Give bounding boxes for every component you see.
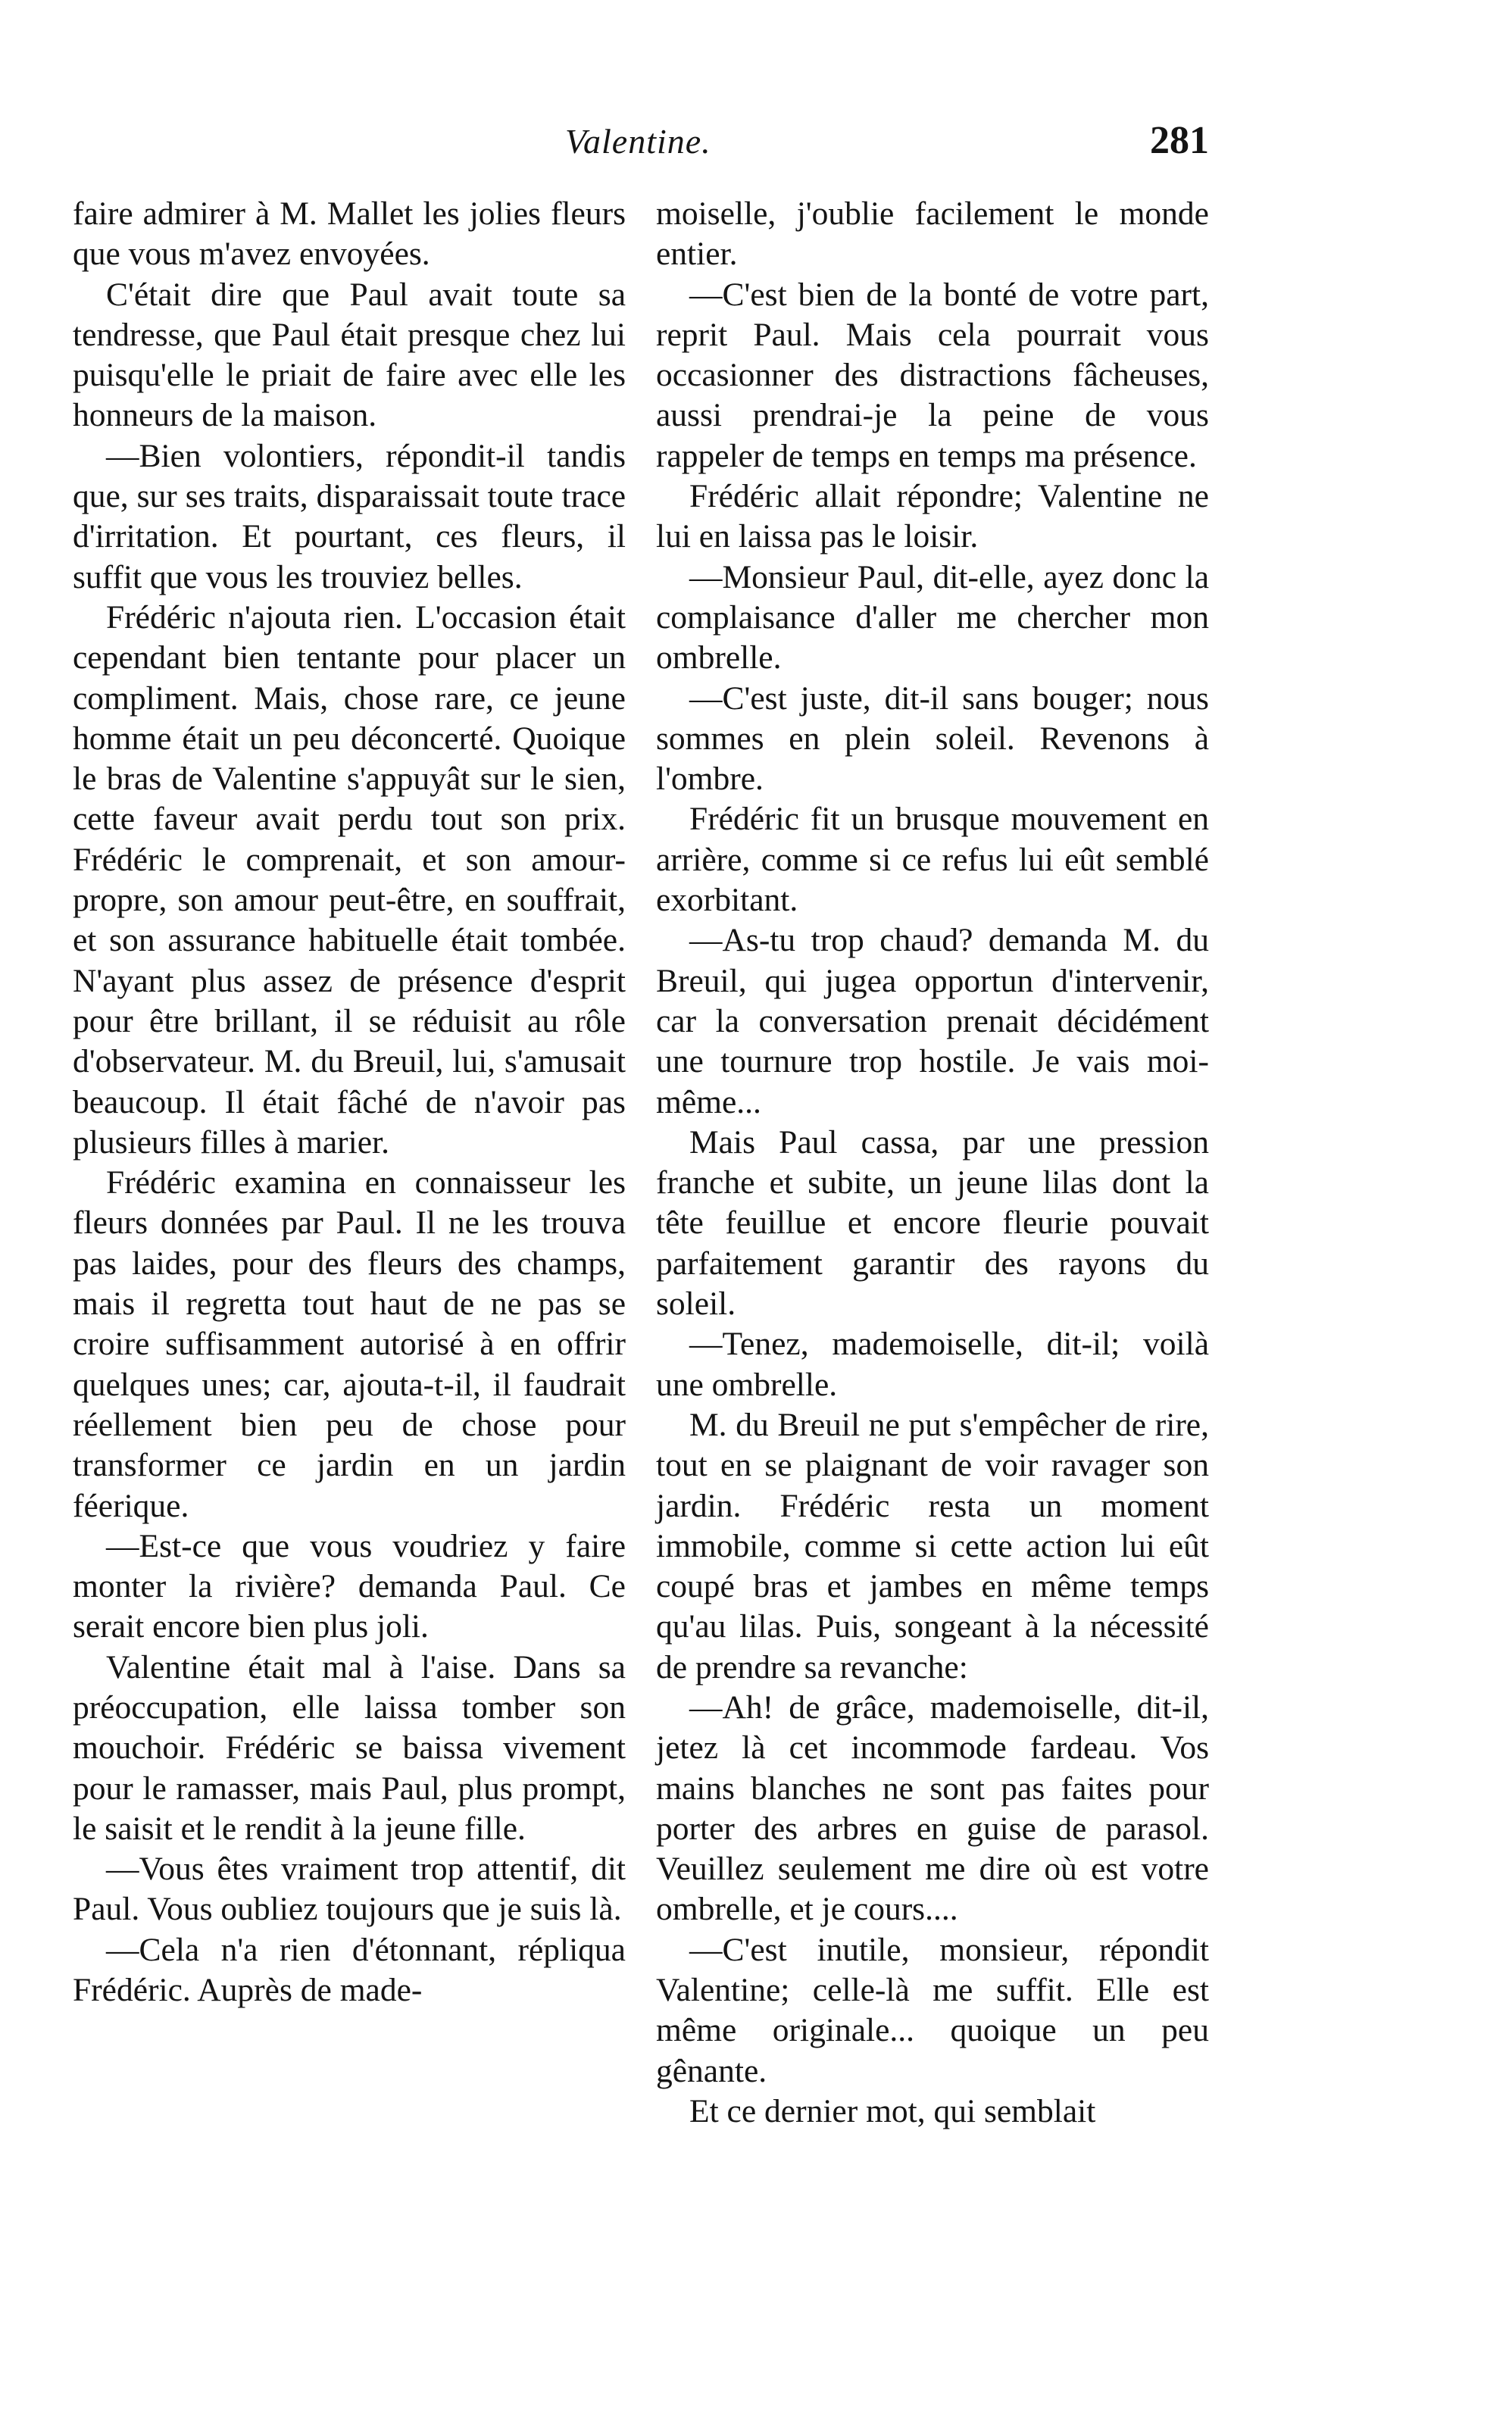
page-number: 281	[1150, 119, 1209, 162]
paragraph: Mais Paul cassa, par une pression franche et subite, un jeune lilas dont la tête feuillue et encore fleurie pouvait parfaitement garantir des rayons du soleil.	[656, 1123, 1209, 1323]
paragraph: —C'est juste, dit-il sans bouger; nous sommes en plein soleil. Revenons à l'ombre.	[656, 680, 1209, 798]
right-column	[656, 194, 1209, 2132]
paragraph: —Bien volontiers, répondit-il tandis que, sur ses traits, disparaissait toute trace d'irritation. Et pourtant, ces fleurs, il suffit que vous les trouviez belles.	[73, 437, 626, 595]
paragraph: Frédéric allait répondre; Valentine ne lui en laissa pas le loisir.	[656, 478, 1209, 555]
page-header	[73, 121, 1209, 174]
paragraph: —Cela n'a rien d'étonnant, répliqua Frédéric. Auprès de made-	[73, 1931, 626, 2009]
paragraph: moiselle, j'oublie facilement le monde entier.	[656, 195, 1209, 273]
paragraph: faire admirer à M. Mallet les jolies fleurs que vous m'avez envoyées.	[73, 195, 626, 273]
left-column	[73, 194, 626, 2010]
paragraph: M. du Breuil ne put s'empêcher de rire, tout en se plaignant de voir ravager son jardin. Frédéric resta un moment immobile, comme si cette action lui eût coupé bras et jambes en même temps qu'au lilas. Puis, songeant à la nécessité de prendre sa revanche:	[656, 1406, 1209, 1686]
paragraph: —Monsieur Paul, dit-elle, ayez donc la complaisance d'aller me chercher mon ombrelle.	[656, 558, 1209, 676]
paragraph: Valentine était mal à l'aise. Dans sa préoccupation, elle laissa tomber son mouchoir. Frédéric se baissa vivement pour le ramasser, mais Paul, plus prompt, le saisit et le rendit à la jeune fille.	[73, 1648, 626, 1847]
paragraph: —Ah! de grâce, mademoiselle, dit-il, jetez là cet incommode fardeau. Vos mains blanches ne sont pas faites pour porter des arbres en guise de parasol. Veuillez seulement me dire où est votre ombrelle, et je cours....	[656, 1689, 1209, 1928]
paragraph: —Vous êtes vraiment trop attentif, dit Paul. Vous oubliez toujours que je suis là.	[73, 1851, 626, 1928]
paragraph: —Tenez, mademoiselle, dit-il; voilà une ombrelle.	[656, 1326, 1209, 1403]
paragraph: Frédéric fit un brusque mouvement en arrière, comme si ce refus lui eût semblé exorbitant.	[656, 801, 1209, 919]
running-title: Valentine.	[565, 122, 711, 161]
paragraph: C'était dire que Paul avait toute sa tendresse, que Paul était presque chez lui puisqu'elle le priait de faire avec elle les honneurs de la maison.	[73, 276, 626, 434]
paragraph: —Est-ce que vous voudriez y faire monter la rivière? demanda Paul. Ce serait encore bien plus joli.	[73, 1527, 626, 1645]
paragraph: Et ce dernier mot, qui semblait	[689, 2092, 1096, 2129]
paragraph: —C'est bien de la bonté de votre part, reprit Paul. Mais cela pourrait vous occasionner des distractions fâcheuses, aussi prendrai-je la peine de vous rappeler de temps en temps ma présence.	[656, 276, 1209, 474]
paragraph: Frédéric examina en connaisseur les fleurs données par Paul. Il ne les trouva pas laides, pour des fleurs des champs, mais il regretta tout haut de ne pas se croire suffisamment autorisé à en offrir quelques unes; car, ajouta-t-il, il faudrait réellement bien peu de chose pour transformer ce jardin en un jardin féerique.	[73, 1164, 626, 1524]
paragraph: —C'est inutile, monsieur, répondit Valentine; celle-là me suffit. Elle est même originale... quoique un peu gênante.	[656, 1931, 1209, 2089]
paragraph: Frédéric n'ajouta rien. L'occasion était cependant bien tentante pour placer un compliment. Mais, chose rare, ce jeune homme était un peu déconcerté. Quoique le bras de Valentine s'appuyât sur le sien, cette faveur avait perdu tout son prix. Frédéric le comprenait, et son amour-propre, son amour peut-être, en souffrait, et son assurance habituelle était tombée. N'ayant plus assez de présence d'esprit pour être brillant, il se réduisit au rôle d'observateur. M. du Breuil, lui, s'amusait beaucoup. Il était fâché de n'avoir pas plusieurs filles à marier.	[73, 598, 626, 1161]
paragraph: —As-tu trop chaud? demanda M. du Breuil, qui jugea opportun d'intervenir, car la conversation prenait décidément une tournure trop hostile. Je vais moi-même...	[656, 922, 1209, 1120]
